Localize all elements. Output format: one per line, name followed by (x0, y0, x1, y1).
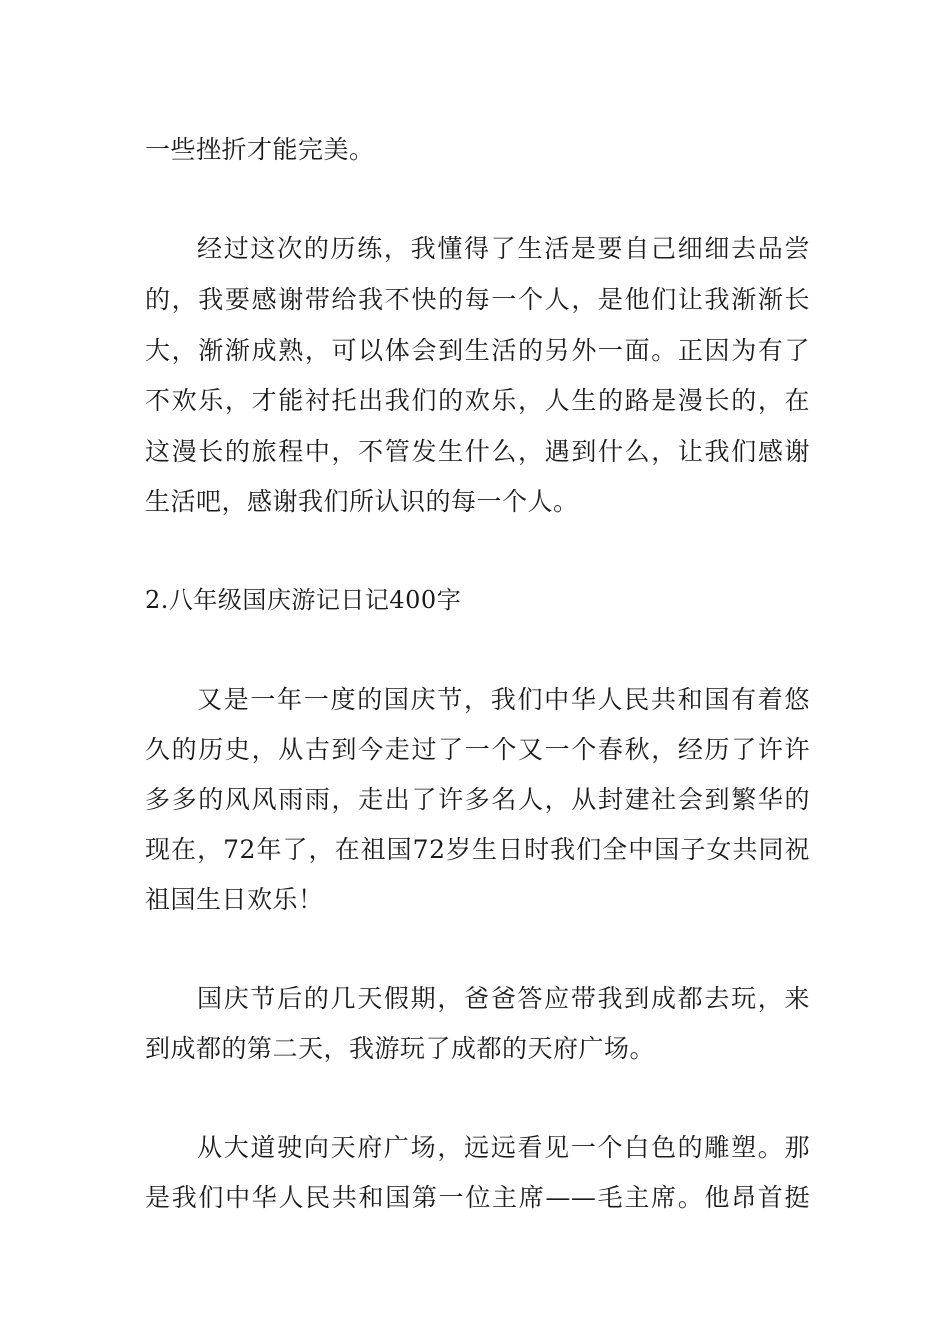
paragraph-line: 这漫长的旅程中，不管发生什么，遇到什么，让我们感谢 (145, 437, 810, 466)
paragraph-line: 祖国生日欢乐！ (145, 885, 324, 914)
paragraph-line: 大，渐渐成熟，可以体会到生活的另外一面。正因为有了 (145, 336, 810, 365)
paragraph-line: 是我们中华人民共和国第一位主席——毛主席。他昂首挺 (145, 1183, 810, 1212)
paragraph-line: 不欢乐，才能衬托出我们的欢乐，人生的路是漫长的，在 (145, 386, 810, 415)
paragraph-line: 到成都的第二天，我游玩了成都的天府广场。 (145, 1034, 656, 1063)
paragraph-line: 的，我要感谢带给我不快的每一个人，是他们让我渐渐长 (145, 285, 810, 314)
paragraph-line: 从大道驶向天府广场，远远看见一个白色的雕塑。那 (197, 1133, 810, 1162)
paragraph-line: 现在，72年了，在祖国72岁生日时我们全中国子女共同祝 (145, 835, 810, 864)
section-title: 2.八年级国庆游记日记400字 (145, 586, 462, 614)
paragraph-line: 久的历史，从古到今走过了一个又一个春秋，经历了许许 (145, 735, 810, 764)
paragraph-line: 国庆节后的几天假期，爸爸答应带我到成都去玩，来 (197, 984, 810, 1013)
paragraph-line: 又是一年一度的国庆节，我们中华人民共和国有着悠 (197, 685, 810, 714)
intro-tail-line: 一些挫折才能完美。 (145, 135, 375, 164)
paragraph-line: 生活吧，感谢我们所认识的每一个人。 (145, 487, 579, 516)
paragraph-line: 多多的风风雨雨，走出了许多名人，从封建社会到繁华的 (145, 785, 810, 814)
paragraph-line: 经过这次的历练，我懂得了生活是要自己细细去品尝 (197, 234, 810, 263)
